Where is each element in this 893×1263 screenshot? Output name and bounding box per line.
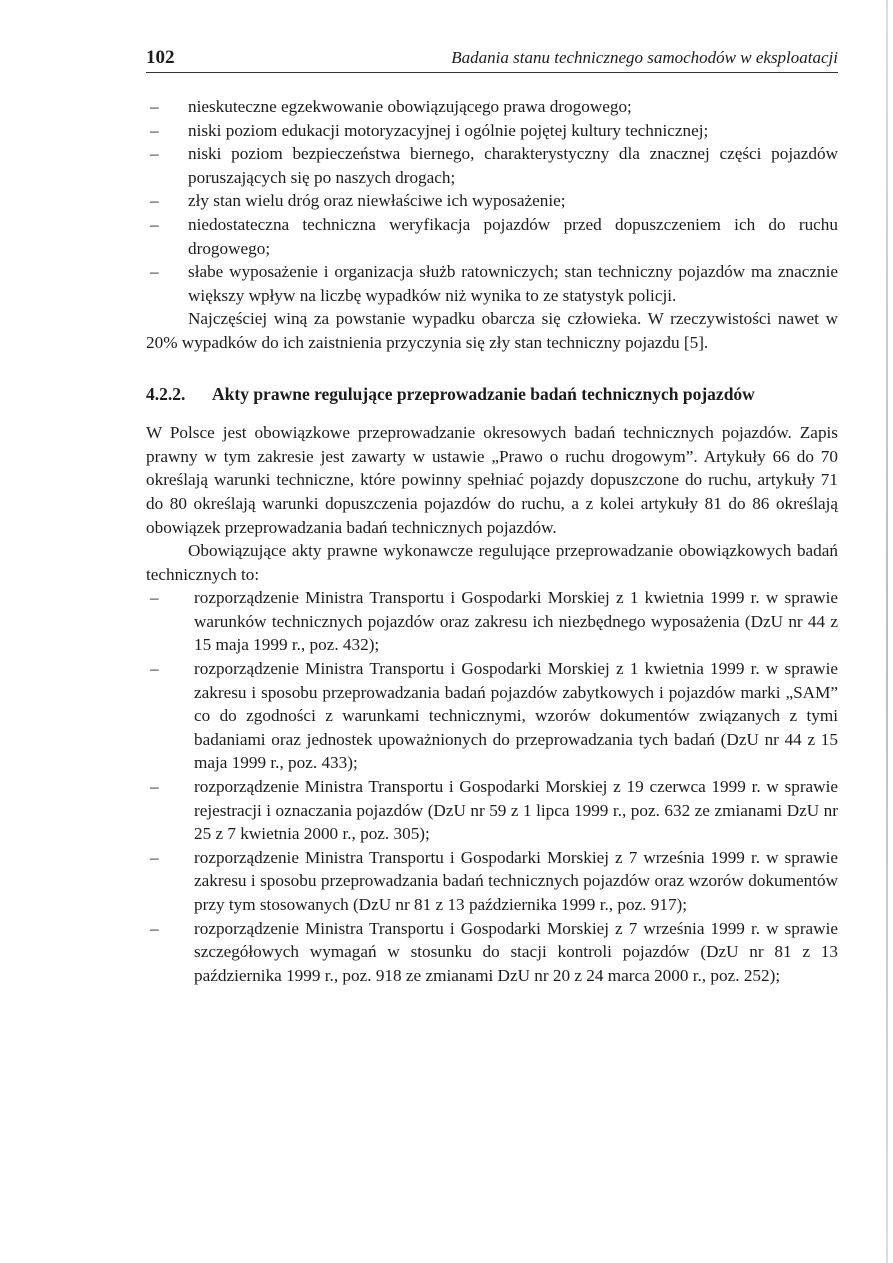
dash-bullet: –	[150, 262, 159, 282]
dash-bullet: –	[150, 120, 159, 140]
page-number: 102	[146, 47, 175, 68]
paragraph-accident-cause: Najczęściej winą za powstanie wypadku obarcza się człowieka. W rzeczywistości nawet w 20% wypadków do ich zaistnienia przyczynia się zły stan techniczny pojazdu [5].	[146, 309, 838, 352]
regulations-list	[146, 586, 838, 987]
list-item: – rozporządzenie Ministra Transportu i Gospodarki Morskiej z 7 września 1999 r. w sprawie szczegółowych wymagań w stosunku do stacji kontroli pojazdów (DzU nr 81 z 13 października 1999 r., poz. 918 ze zmianami DzU nr 20 z 24 marca 2000 r., poz. 252);	[150, 918, 838, 985]
section-number: 4.2.2.	[146, 383, 186, 404]
dash-bullet: –	[150, 659, 159, 679]
dash-bullet: –	[150, 191, 159, 211]
section-title: Akty prawne regulujące przeprowadzanie badań technicznych pojazdów	[212, 383, 755, 404]
dash-bullet: –	[150, 847, 159, 867]
list-item: – rozporządzenie Ministra Transportu i Gospodarki Morskiej z 19 czerwca 1999 r. w sprawie rejestracji i oznaczania pojazdów (DzU nr 59 z 1 lipca 1999 r., poz. 632 ze zmianami DzU nr 25 z 7 kwietnia 2000 r., poz. 305);	[150, 777, 838, 844]
dash-bullet: –	[150, 918, 159, 938]
list-item: – nieskuteczne egzekwowanie obowiązującego prawa drogowego;	[146, 95, 838, 119]
list-item: – słabe wyposażenie i organizacja służb ratowniczych; stan techniczny pojazdów ma znacznie większy wpływ na liczbę wypadków niż wynika to ze statystyk policji.	[150, 262, 838, 305]
list-item: – zły stan wielu dróg oraz niewłaściwe ich wyposażenie;	[146, 189, 838, 213]
page-edge	[886, 0, 888, 1263]
dash-bullet: –	[150, 144, 159, 164]
list-item: – niski poziom edukacji motoryzacyjnej i ogólnie pojętej kultury technicznej;	[146, 119, 838, 143]
section-heading	[146, 383, 838, 407]
dash-bullet: –	[150, 777, 159, 797]
list-item: – niedostateczna techniczna weryfikacja pojazdów przed dopuszczeniem ich do ruchu drogowego;	[150, 214, 838, 258]
page-header	[146, 44, 838, 73]
list-item: – rozporządzenie Ministra Transportu i Gospodarki Morskiej z 1 kwietnia 1999 r. w sprawie warunków technicznych pojazdów oraz zakresu ich niezbędnego wyposażenia (DzU nr 44 z 15 maja 1999 r., poz. 432);	[150, 588, 838, 655]
causes-list	[146, 95, 838, 307]
page-content	[146, 95, 838, 987]
paragraph-legal-basis: W Polsce jest obowiązkowe przeprowadzanie okresowych badań technicznych pojazdów. Zapis prawny w tym zakresie jest zawarty w ustawie „Prawo o ruchu drogowym”. Artykuły 66 do 70 określają warunki techniczne, które powinny spełniać pojazdy dopuszczone do ruchu, artykuły 71 do 80 określają warunki dopuszczenia pojazdów do ruchu, a z kolei artykuły 81 do 86 określają obowiązek przeprowadzania badań technicznych pojazdów.	[146, 423, 838, 537]
dash-bullet: –	[150, 588, 159, 608]
paragraph-acts-intro: Obowiązujące akty prawne wykonawcze regulujące przeprowadzanie obowiązkowych badań technicznych to:	[146, 541, 838, 584]
list-item: – niski poziom bezpieczeństwa biernego, charakterystyczny dla znacznej części pojazdów poruszających się po naszych drogach;	[150, 144, 838, 187]
list-item: – rozporządzenie Ministra Transportu i Gospodarki Morskiej z 1 kwietnia 1999 r. w sprawie zakresu i sposobu przeprowadzania badań pojazdów zabytkowych i pojazdów marki „SAM” co do zgodności z warunkami technicznymi, wzorów dokumentów związanych z tymi badaniami oraz jednostek upoważnionych do przeprowadzania tych badań (DzU nr 44 z 15 maja 1999 r., poz. 433);	[150, 659, 838, 773]
dash-bullet: –	[150, 214, 159, 234]
running-title: Badania stanu technicznego samochodów w eksploatacji	[451, 48, 838, 67]
dash-bullet: –	[150, 97, 159, 116]
list-item: – rozporządzenie Ministra Transportu i Gospodarki Morskiej z 7 września 1999 r. w sprawie zakresu i sposobu przeprowadzania badań technicznych pojazdów oraz wzorów dokumentów przy tym stosowanych (DzU nr 81 z 13 października 1999 r., poz. 917);	[150, 847, 838, 914]
